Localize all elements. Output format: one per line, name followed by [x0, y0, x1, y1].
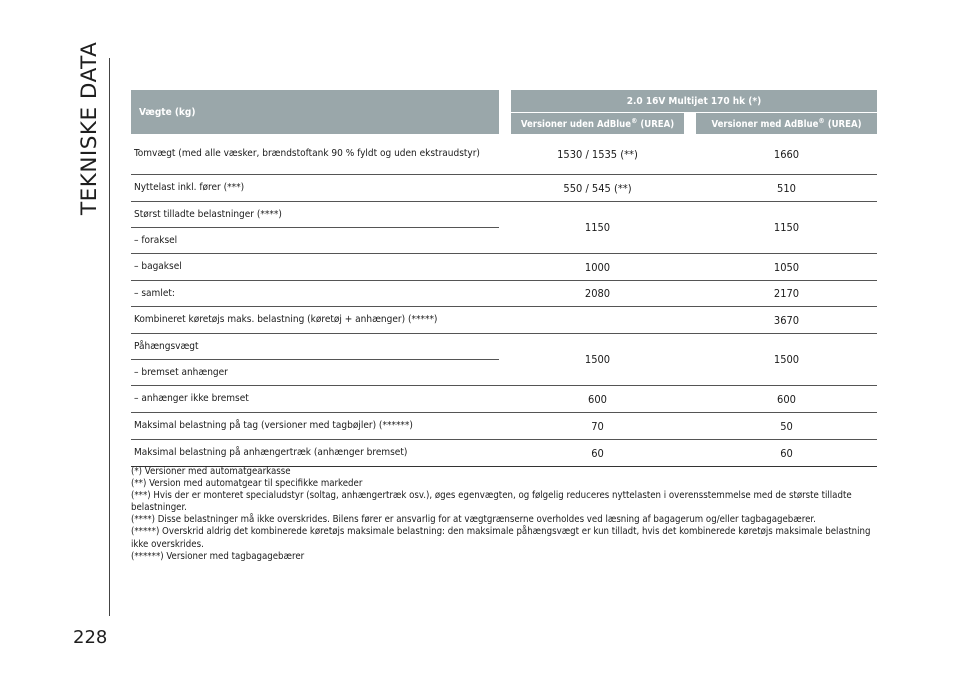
- row-label: – samlet:: [131, 281, 499, 307]
- value-without-adblue: 60: [511, 440, 684, 467]
- table-row: [131, 334, 877, 360]
- value-with-adblue: 1660: [696, 134, 877, 175]
- footnote: (**) Version med automatgear til specifikke markeder: [131, 478, 363, 490]
- value-with-adblue: 600: [696, 386, 877, 413]
- row-label: Maksimal belastning på tag (versioner med tagbøjler) (******): [131, 413, 499, 440]
- header-gap: [499, 90, 511, 134]
- row-label: Kombineret køretøjs maks. belastning (køretøj + anhænger) (*****): [131, 307, 499, 334]
- footnote: (******) Versioner med tagbagagebærer: [131, 550, 305, 562]
- footnote: (****) Disse belastninger må ikke overskrides. Bilens fører er ansvarlig for at vægtgrænserne overholdes ved læsning af bagagerum og/eller tagbagagebærer.: [131, 514, 816, 526]
- table-row: [131, 440, 877, 467]
- value-with-adblue: 1150: [696, 202, 877, 254]
- value-without-adblue: 2080: [511, 281, 684, 307]
- row-label: Nyttelast inkl. fører (***): [131, 175, 499, 202]
- value-without-adblue: 1500: [511, 334, 684, 386]
- row-label: Påhængsvægt: [131, 334, 499, 360]
- value-with-adblue: 510: [696, 175, 877, 202]
- value-without-adblue: 1530 / 1535 (**): [511, 134, 684, 175]
- page-number: 228: [73, 627, 108, 648]
- weights-table: [131, 90, 877, 467]
- footnotes: [131, 466, 877, 563]
- table-header-row: [131, 90, 877, 113]
- row-label: – anhænger ikke bremset: [131, 386, 499, 413]
- value-without-adblue: 550 / 545 (**): [511, 175, 684, 202]
- header-with-adblue: Versioner med AdBlue® (UREA): [696, 113, 877, 135]
- row-label: Størst tilladte belastninger (****): [131, 202, 499, 228]
- value-with-adblue: 60: [696, 440, 877, 467]
- row-sublabel: – foraksel: [131, 228, 499, 254]
- value-without-adblue: [511, 307, 684, 334]
- section-divider: [109, 58, 110, 616]
- value-without-adblue: 1150: [511, 202, 684, 254]
- value-with-adblue: 2170: [696, 281, 877, 307]
- footnote: (*****) Overskrid aldrig det kombinerede køretøjs maksimale belastning: den maksimale påhængsvægt er kun tilladt, hvis det kombinerede køretøjs maksimale belastning ikke overskrides.: [131, 526, 871, 550]
- value-without-adblue: 600: [511, 386, 684, 413]
- value-without-adblue: 70: [511, 413, 684, 440]
- row-label: Maksimal belastning på anhængertræk (anhænger bremset): [131, 440, 499, 467]
- header-without-adblue: Versioner uden AdBlue® (UREA): [511, 113, 684, 135]
- value-with-adblue: 1500: [696, 334, 877, 386]
- table-row: [131, 307, 877, 334]
- value-with-adblue: 50: [696, 413, 877, 440]
- footnote: (***) Hvis der er monteret specialudstyr (soltag, anhængertræk osv.), øges egenvægten, og følgelig reduceres nyttelasten i overensstemmelse med de største tilladte belastninger.: [131, 490, 852, 514]
- row-label: Tomvægt (med alle væsker, brændstoftank 90 % fyldt og uden ekstraudstyr): [131, 134, 499, 175]
- section-title: TEKNISKE DATA: [77, 41, 102, 215]
- row-sublabel: – bremset anhænger: [131, 360, 499, 386]
- header-weights-label: Vægte (kg): [131, 90, 499, 134]
- table-row: [131, 254, 877, 281]
- table-row: [131, 281, 877, 307]
- header-gap: [684, 113, 696, 135]
- table-row: [131, 413, 877, 440]
- table-row: [131, 202, 877, 228]
- value-without-adblue: 1000: [511, 254, 684, 281]
- footnote: (*) Versioner med automatgearkasse: [131, 466, 291, 477]
- table-row: [131, 134, 877, 175]
- table-row: [131, 386, 877, 413]
- table-row: [131, 175, 877, 202]
- row-label: – bagaksel: [131, 254, 499, 281]
- header-engine-group: 2.0 16V Multijet 170 hk (*): [511, 90, 877, 113]
- value-with-adblue: 3670: [696, 307, 877, 334]
- value-with-adblue: 1050: [696, 254, 877, 281]
